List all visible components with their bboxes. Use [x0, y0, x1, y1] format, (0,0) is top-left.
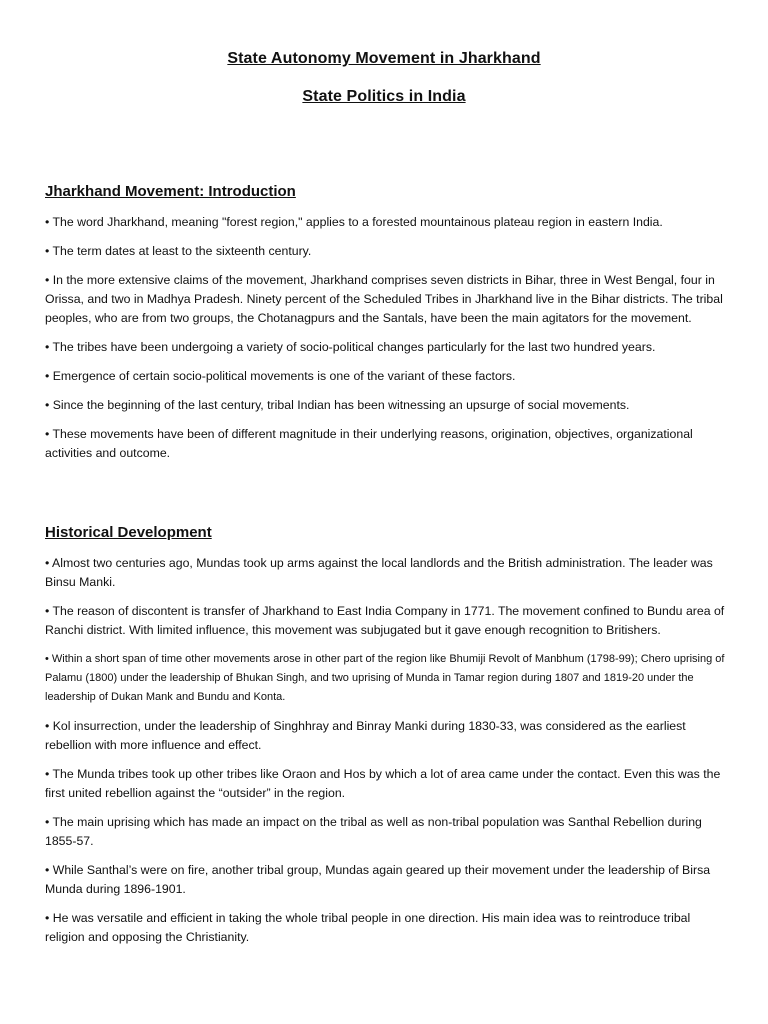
section-heading: Historical Development [45, 524, 212, 541]
bullet-item: • Within a short span of time other movements arose in other part of the region like Bhumiji Revolt of Manbhum (1798-99); Chero uprising of Palamu (1800) under the leadership of Bhukan Singh, and two uprising of Munda in Tamar region during 1807 and 1819-20 under the leadership of Dukan Mank and Bundu and Konta. [45, 653, 725, 703]
section-historical-development [45, 523, 725, 957]
section-heading: Jharkhand Movement: Introduction [45, 183, 296, 200]
bullet-item: • Kol insurrection, under the leadership of Singhhray and Binray Manki during 1830-33, was considered as the earliest rebellion with more influence and effect. [45, 719, 686, 752]
bullet-item: • Almost two centuries ago, Mundas took up arms against the local landlords and the British administration. The leader was Binsu Manki. [45, 556, 713, 589]
bullet-item: • He was versatile and efficient in taking the whole tribal people in one direction. His main idea was to reintroduce tribal religion and opposing the Christianity. [45, 911, 691, 944]
document-title: State Autonomy Movement in Jharkhand [227, 50, 541, 67]
bullet-item: • In the more extensive claims of the movement, Jharkhand comprises seven districts in Bihar, three in West Bengal, four in Orissa, and two in Madhya Pradesh. Ninety percent of the Scheduled Tribes in Jharkhand live in the Bihar districts. The tribal peoples, who are from two groups, the Chotanagpurs and the Santals, have been the main agitators for the movement. [45, 273, 723, 325]
section-introduction [45, 182, 725, 473]
bullet-item: • The tribes have been undergoing a variety of socio-political changes particularly for the last two hundred years. [45, 340, 656, 354]
document-subtitle: State Politics in India [302, 88, 466, 105]
bullet-item: • The reason of discontent is transfer of Jharkhand to East India Company in 1771. The movement confined to Bundu area of Ranchi district. With limited influence, this movement was subjugated but it gave enough recognition to Britishers. [45, 604, 725, 637]
bullet-item: • Since the beginning of the last century, tribal Indian has been witnessing an upsurge of social movements. [45, 398, 630, 412]
bullet-item: • The main uprising which has made an impact on the tribal as well as non-tribal population was Santhal Rebellion during 1855-57. [45, 815, 702, 848]
bullet-item: • While Santhal’s were on fire, another tribal group, Mundas again geared up their movement under the leadership of Birsa Munda during 1896-1901. [45, 863, 711, 896]
bullet-item: • The word Jharkhand, meaning "forest region," applies to a forested mountainous plateau region in eastern India. [45, 215, 663, 229]
bullet-item: • These movements have been of different magnitude in their underlying reasons, origination, objectives, organizational activities and outcome. [45, 427, 693, 460]
bullet-item: • The Munda tribes took up other tribes like Oraon and Hos by which a lot of area came under the contact. Even this was the first united rebellion against the “outsider” in the region. [45, 767, 721, 800]
bullet-item: • Emergence of certain socio-political movements is one of the variant of these factors. [45, 369, 516, 383]
bullet-item: • The term dates at least to the sixteenth century. [45, 244, 312, 258]
